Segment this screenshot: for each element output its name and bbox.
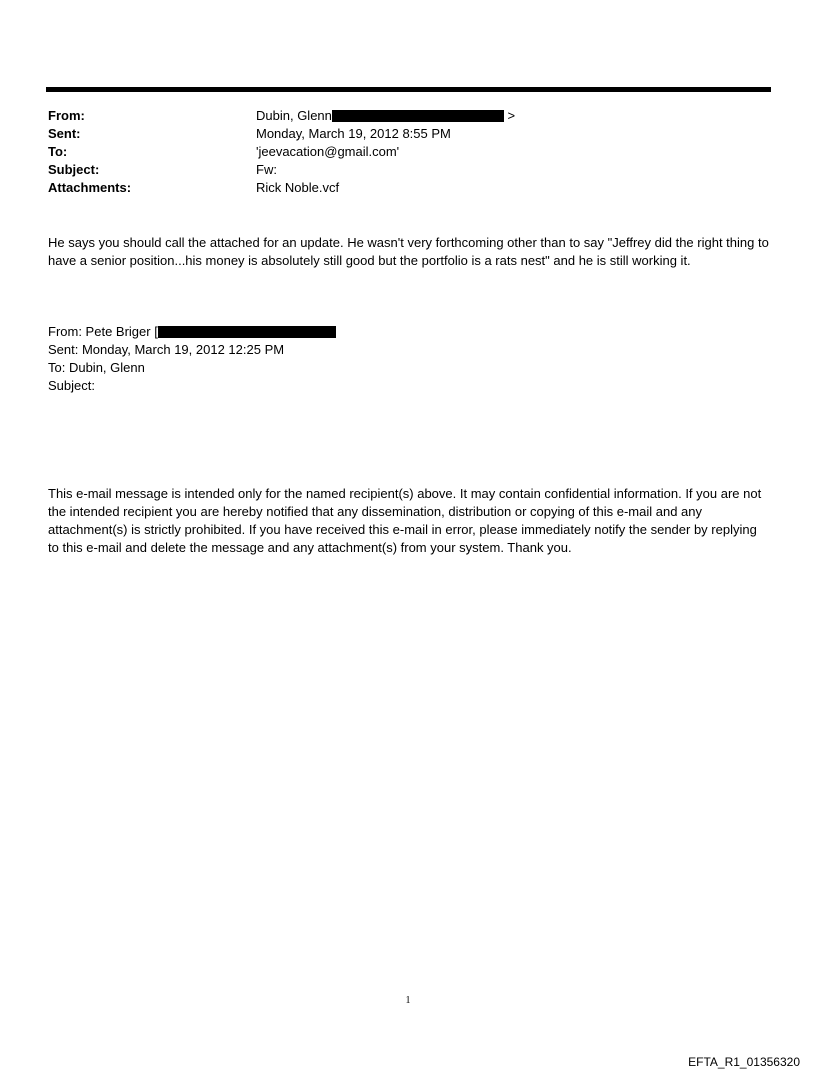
forwarded-from-text: From: Pete Briger [ (48, 324, 158, 339)
forwarded-sent: Sent: Monday, March 19, 2012 12:25 PM (48, 342, 285, 357)
attachments-label: Attachments: (48, 180, 132, 195)
to-row (48, 143, 768, 161)
message-body: He says you should call the attached for an update. He wasn't very forthcoming other than to say "Jeffrey did the right thing to have a senior position...his money is absolutely still good but the portfolio is a rats nest" and he is still working it. (48, 235, 769, 268)
from-label: From: (48, 108, 85, 123)
from-row (48, 107, 768, 125)
redaction-bar (158, 326, 336, 338)
forwarded-subject: Subject: (48, 378, 95, 393)
to-value: 'jeevacation@gmail.com' (256, 144, 400, 159)
attachments-row (48, 179, 768, 197)
subject-value: Fw: (256, 162, 277, 177)
page-number: 1 (405, 995, 411, 1006)
sent-row (48, 125, 768, 143)
to-label: To: (48, 144, 68, 159)
header-rule (46, 87, 771, 92)
from-name: Dubin, Glenn (256, 108, 332, 123)
attachments-value: Rick Noble.vcf (256, 180, 340, 195)
forwarded-header (48, 323, 336, 395)
forwarded-to: To: Dubin, Glenn (48, 360, 145, 375)
subject-label: Subject: (48, 162, 100, 177)
email-header (48, 107, 768, 197)
forwarded-from (48, 323, 336, 341)
disclaimer: This e-mail message is intended only for the named recipient(s) above. It may contain confidential information. If you are not the intended recipient you are hereby notified that any dissemination, distribution or copying of this e-mail and any attachment(s) is strictly prohibited. If you have received this e-mail in error, please immediately notify the sender by replying to this e-mail and delete the message and any attachment(s) from your system. Thank you. (48, 486, 762, 555)
sent-label: Sent: (48, 126, 81, 141)
sent-value: Monday, March 19, 2012 8:55 PM (256, 126, 451, 141)
redaction-bar (332, 110, 504, 122)
bates-number: EFTA_R1_01356320 (688, 1055, 800, 1069)
subject-row (48, 161, 768, 179)
from-value (256, 107, 515, 125)
from-suffix: > (507, 108, 516, 123)
